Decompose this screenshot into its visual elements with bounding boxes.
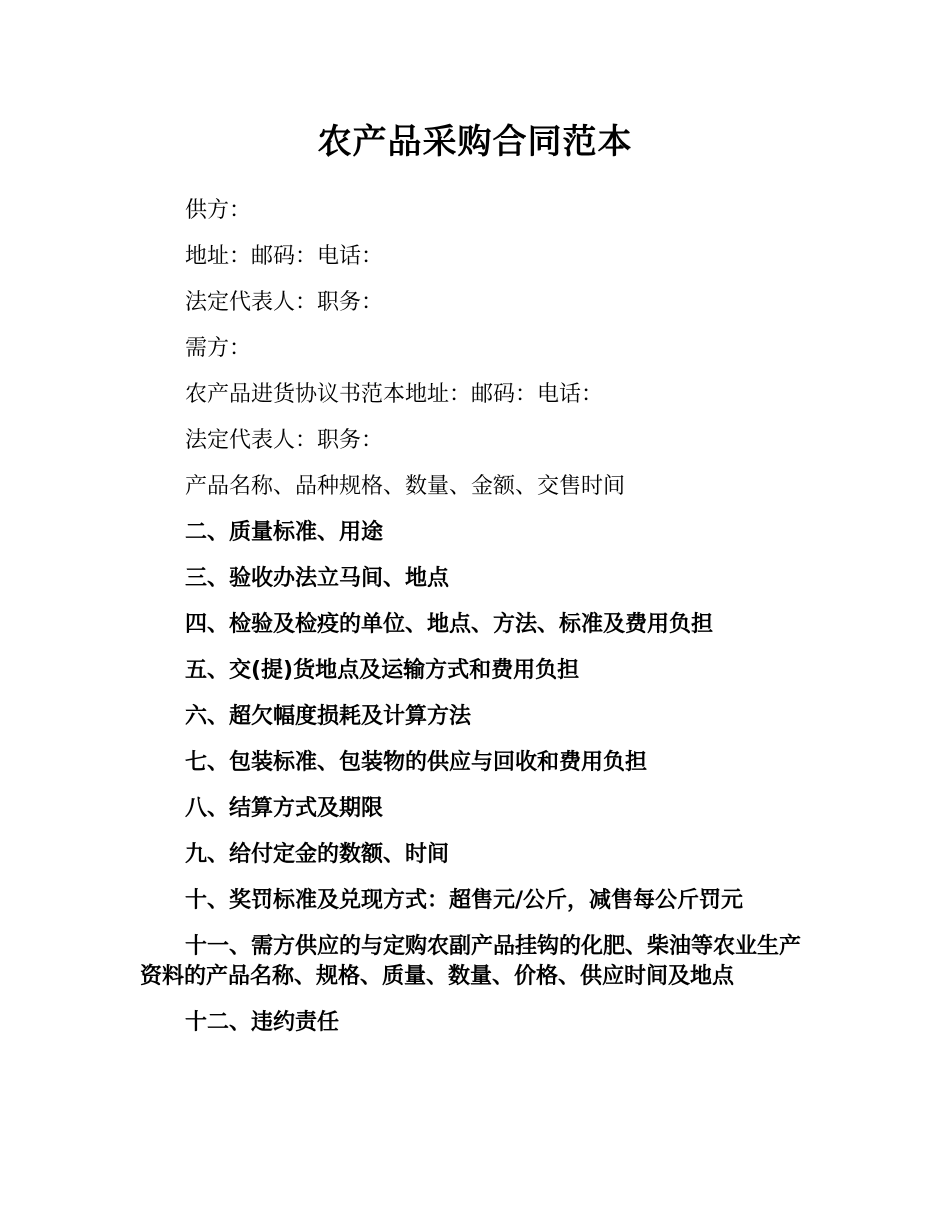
clause-9: 九、给付定金的数额、时间 xyxy=(185,842,450,867)
clause-2: 二、质量标准、用途 xyxy=(185,520,384,545)
paragraph-supplier: 供方： xyxy=(185,198,252,223)
document-title: 农产品采购合同范本 xyxy=(317,122,633,162)
paragraph-buyer-representative: 法定代表人：职务： xyxy=(185,428,384,453)
paragraph-product-info: 产品名称、品种规格、数量、金额、交售时间 xyxy=(185,474,626,499)
paragraph-buyer-address: 农产品进货协议书范本地址：邮码：电话： xyxy=(185,382,604,407)
paragraph-buyer: 需方： xyxy=(185,336,252,361)
document-body xyxy=(140,196,810,1054)
clause-4: 四、检验及检疫的单位、地点、方法、标准及费用负担 xyxy=(185,612,714,637)
clause-3: 三、验收办法立马间、地点 xyxy=(185,566,450,591)
paragraph-supplier-address: 地址：邮码：电话： xyxy=(185,244,384,269)
clause-6: 六、超欠幅度损耗及计算方法 xyxy=(185,704,472,729)
clause-5: 五、交(提)货地点及运输方式和费用负担 xyxy=(185,658,580,683)
clause-10: 十、奖罚标准及兑现方式：超售元/公斤，减售每公斤罚元 xyxy=(185,888,744,913)
paragraph-supplier-representative: 法定代表人：职务： xyxy=(185,290,384,315)
clause-7: 七、包装标准、包装物的供应与回收和费用负担 xyxy=(185,750,648,775)
clause-12: 十二、违约责任 xyxy=(185,1010,340,1035)
clause-11: 十一、需方供应的与定购农副产品挂钩的化肥、柴油等农业生产资料的产品名称、规格、质量、数量、价格、供应时间及地点 xyxy=(140,934,802,989)
clause-8: 八、结算方式及期限 xyxy=(185,796,384,821)
